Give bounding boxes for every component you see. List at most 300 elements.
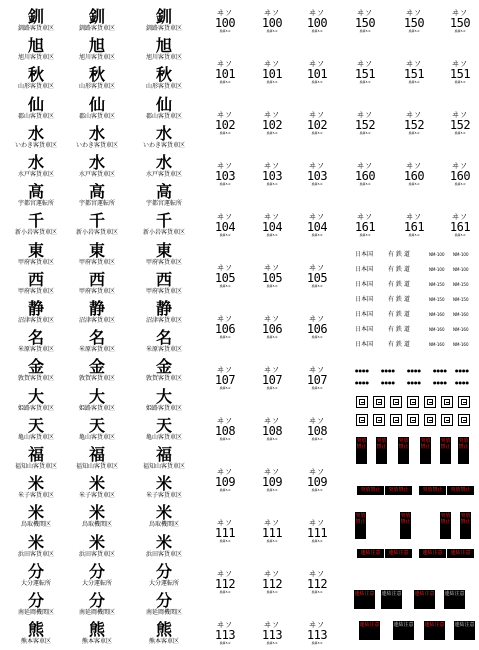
depot-kanji: 千 bbox=[88, 211, 105, 231]
depot-kanji: 東 bbox=[88, 240, 105, 260]
depot-name: 亀山客貨車区 bbox=[78, 433, 115, 441]
depot-name: 沼津客貨車区 bbox=[78, 317, 115, 324]
number-plate bbox=[297, 265, 337, 288]
depot-label bbox=[1, 330, 71, 354]
jnr-text-mid: 有 鉄 道 bbox=[388, 281, 410, 288]
number-value: 101 bbox=[261, 67, 283, 81]
depot-kanji: 仙 bbox=[155, 94, 172, 114]
depot-label bbox=[1, 593, 71, 617]
depot-kanji: 東 bbox=[27, 240, 44, 260]
depot-label bbox=[129, 123, 199, 150]
no-shunting-plate: 突放禁止 bbox=[420, 437, 431, 464]
depot-name: 郡山客貨車区 bbox=[145, 112, 182, 120]
number-prefix: ヰソ bbox=[309, 162, 325, 170]
jnr-text-mid: 有 鉄 道 bbox=[388, 341, 410, 348]
number-plate-right bbox=[345, 112, 385, 135]
number-value: 161 bbox=[403, 220, 425, 234]
number-prefix: ヰソ bbox=[217, 519, 233, 527]
number-prefix: ヰソ bbox=[217, 570, 233, 578]
number-prefix: ヰソ bbox=[406, 9, 422, 17]
box-icon bbox=[407, 396, 419, 408]
depot-kanji: 水 bbox=[88, 123, 105, 143]
number-value: 150 bbox=[354, 16, 376, 30]
stencil-mark: ●●●● bbox=[433, 380, 447, 385]
number-prefix: ヰソ bbox=[264, 9, 280, 17]
depot-kanji: 西 bbox=[27, 269, 44, 289]
depot-label bbox=[62, 561, 132, 588]
number-caption: 換算5.0 bbox=[454, 29, 466, 33]
number-caption: 換算5.0 bbox=[266, 80, 278, 84]
number-caption: 換算5.0 bbox=[454, 233, 466, 237]
box-icon bbox=[441, 414, 453, 426]
number-prefix: ヰソ bbox=[357, 9, 373, 17]
depot-name: 旭川客貨車区 bbox=[17, 54, 54, 62]
depot-label bbox=[129, 38, 199, 62]
depot-name: 浜田客貨車区 bbox=[17, 550, 54, 558]
depot-name: 鳥取機関区 bbox=[20, 521, 51, 529]
depot-name: 山形客貨車区 bbox=[145, 83, 182, 91]
depot-label bbox=[129, 240, 199, 267]
jnr-code-b: NM-160 bbox=[453, 327, 469, 332]
jnr-code-b: NM-150 bbox=[453, 282, 469, 287]
depot-label bbox=[1, 94, 71, 121]
number-caption: 換算5.0 bbox=[311, 29, 323, 33]
depot-name: 水戸客貨車区 bbox=[17, 171, 54, 178]
depot-name: 新小岩客貨車区 bbox=[14, 229, 57, 237]
number-plate-right bbox=[394, 214, 434, 237]
number-caption: 換算5.0 bbox=[311, 488, 323, 492]
depot-label bbox=[62, 476, 132, 500]
depot-kanji: 米 bbox=[155, 503, 172, 523]
depot-kanji: 西 bbox=[155, 269, 172, 289]
number-prefix: ヰソ bbox=[309, 417, 325, 425]
number-prefix: ヰソ bbox=[264, 417, 280, 425]
number-caption: 換算5.0 bbox=[359, 182, 371, 186]
box-icon bbox=[390, 414, 402, 426]
depot-kanji: 金 bbox=[88, 357, 105, 377]
number-value: 100 bbox=[261, 16, 283, 30]
number-caption: 換算5.0 bbox=[266, 590, 278, 594]
depot-kanji: 釧 bbox=[27, 7, 44, 26]
depot-label bbox=[129, 269, 199, 296]
number-plate bbox=[252, 622, 292, 645]
number-value: 150 bbox=[403, 16, 425, 30]
number-caption: 換算5.0 bbox=[311, 386, 323, 390]
box-icon bbox=[458, 396, 470, 408]
number-prefix: ヰソ bbox=[264, 111, 280, 119]
depot-kanji: 天 bbox=[88, 415, 105, 435]
depot-kanji: 米 bbox=[155, 532, 172, 552]
depot-kanji: 名 bbox=[88, 328, 105, 348]
depot-kanji: 米 bbox=[88, 532, 105, 552]
depot-kanji: 東 bbox=[155, 240, 172, 260]
number-value: 103 bbox=[306, 169, 328, 183]
jnr-code-a: NM-100 bbox=[429, 252, 445, 257]
depot-name: 鳥取機関区 bbox=[81, 521, 112, 529]
depot-kanji: 金 bbox=[155, 357, 172, 377]
depot-kanji: 高 bbox=[88, 182, 105, 202]
number-caption: 換算5.0 bbox=[266, 437, 278, 441]
depot-kanji: 分 bbox=[88, 591, 105, 610]
number-value: 160 bbox=[354, 169, 376, 183]
stencil-mark: ●●●● bbox=[433, 368, 447, 373]
number-plate-right bbox=[345, 10, 385, 33]
depot-name: 米原客貨車区 bbox=[145, 346, 182, 354]
box-icon bbox=[441, 396, 453, 408]
depot-kanji: 熊 bbox=[155, 620, 172, 640]
number-plate bbox=[205, 163, 245, 186]
depot-name: 姫路客貨車区 bbox=[17, 404, 54, 412]
number-plate bbox=[297, 112, 337, 135]
no-shunting-plate: 突放禁止 bbox=[460, 512, 471, 539]
no-shunting-plate: 連結注意 bbox=[354, 590, 375, 609]
jnr-code-b: NM-100 bbox=[453, 267, 469, 272]
depot-name: 鳥取機関区 bbox=[148, 521, 179, 529]
depot-kanji: 分 bbox=[27, 591, 44, 610]
number-caption: 換算5.0 bbox=[311, 131, 323, 135]
depot-label bbox=[129, 561, 199, 588]
depot-name: 米原客貨車区 bbox=[17, 346, 54, 354]
depot-label bbox=[1, 155, 71, 179]
jnr-text-mid: 有 鉄 道 bbox=[388, 251, 410, 258]
number-plate-right bbox=[345, 214, 385, 237]
number-value: 109 bbox=[261, 475, 283, 489]
depot-name: 亀山客貨車区 bbox=[145, 433, 182, 441]
depot-kanji: 天 bbox=[155, 415, 172, 435]
depot-name: 甲府客貨車区 bbox=[145, 258, 182, 266]
depot-label bbox=[1, 386, 71, 413]
no-shunting-plate: 連結注意 bbox=[424, 621, 445, 640]
number-plate-right bbox=[394, 61, 434, 84]
number-plate bbox=[297, 367, 337, 390]
depot-name: 沼津客貨車区 bbox=[17, 317, 54, 324]
caution-plate: 連結注意 bbox=[393, 621, 414, 640]
depot-kanji: 分 bbox=[155, 591, 172, 610]
depot-label bbox=[1, 447, 71, 471]
jnr-label-row bbox=[355, 325, 475, 334]
depot-name: 亀山客貨車区 bbox=[17, 433, 54, 441]
number-caption: 換算5.0 bbox=[266, 386, 278, 390]
depot-kanji: 静 bbox=[88, 299, 105, 318]
number-value: 161 bbox=[354, 220, 376, 234]
number-plate bbox=[252, 316, 292, 339]
depot-kanji: 米 bbox=[88, 503, 105, 523]
depot-label bbox=[62, 415, 132, 442]
no-shunting-plate: 突放禁止 bbox=[419, 486, 446, 495]
depot-label bbox=[129, 301, 199, 325]
number-caption: 換算5.0 bbox=[454, 182, 466, 186]
number-value: 107 bbox=[306, 373, 328, 387]
depot-name: 姫路客貨車区 bbox=[78, 404, 115, 412]
number-value: 102 bbox=[214, 118, 236, 132]
number-plate bbox=[297, 418, 337, 441]
no-shunting-plate: 突放禁止 bbox=[400, 512, 411, 539]
depot-label bbox=[62, 38, 132, 62]
number-caption: 換算5.0 bbox=[266, 233, 278, 237]
depot-name: 水戸客貨車区 bbox=[145, 171, 182, 178]
no-shunting-plate: 突放禁止 bbox=[376, 437, 387, 464]
depot-kanji: 分 bbox=[155, 561, 172, 581]
number-plate-right bbox=[394, 163, 434, 186]
number-caption: 換算5.0 bbox=[266, 29, 278, 33]
number-prefix: ヰソ bbox=[357, 213, 373, 221]
depot-name: 敦賀客貨車区 bbox=[145, 375, 182, 383]
depot-kanji: 米 bbox=[27, 474, 44, 494]
no-shunting-plate: 突放禁止 bbox=[355, 512, 366, 539]
number-value: 152 bbox=[403, 118, 425, 132]
number-caption: 換算5.0 bbox=[219, 80, 231, 84]
no-shunting-plate: 突放禁止 bbox=[440, 512, 451, 539]
number-caption: 換算5.0 bbox=[266, 182, 278, 186]
number-prefix: ヰソ bbox=[406, 111, 422, 119]
number-prefix: ヰソ bbox=[264, 213, 280, 221]
number-plate bbox=[297, 163, 337, 186]
stencil-mark: ●●●● bbox=[355, 368, 369, 373]
stencil-mark: ●●●● bbox=[407, 368, 421, 373]
number-value: 112 bbox=[214, 577, 236, 591]
number-plate bbox=[205, 214, 245, 237]
jnr-label-row bbox=[355, 265, 475, 274]
number-plate bbox=[205, 367, 245, 390]
number-prefix: ヰソ bbox=[309, 60, 325, 68]
jnr-text-left: 日本国 bbox=[355, 266, 374, 273]
number-caption: 換算5.0 bbox=[266, 488, 278, 492]
depot-kanji: 仙 bbox=[27, 94, 44, 114]
number-prefix: ヰソ bbox=[217, 9, 233, 17]
number-prefix: ヰソ bbox=[309, 9, 325, 17]
number-value: 113 bbox=[306, 628, 328, 642]
depot-kanji: 高 bbox=[155, 182, 172, 202]
number-plate bbox=[205, 418, 245, 441]
depot-label bbox=[129, 67, 199, 91]
number-prefix: ヰソ bbox=[217, 621, 233, 629]
depot-label bbox=[1, 561, 71, 588]
number-caption: 換算5.0 bbox=[311, 641, 323, 645]
number-value: 160 bbox=[449, 169, 471, 183]
no-shunting-plate: 突放禁止 bbox=[447, 486, 474, 495]
jnr-label-row bbox=[355, 310, 475, 319]
number-plate bbox=[252, 469, 292, 492]
number-prefix: ヰソ bbox=[309, 366, 325, 374]
depot-label bbox=[62, 622, 132, 646]
jnr-text-left: 日本国 bbox=[355, 251, 374, 258]
jnr-label-row bbox=[355, 280, 475, 289]
depot-label bbox=[1, 415, 71, 442]
number-prefix: ヰソ bbox=[264, 621, 280, 629]
number-value: 108 bbox=[261, 424, 283, 438]
number-value: 103 bbox=[261, 169, 283, 183]
number-value: 109 bbox=[306, 475, 328, 489]
number-caption: 換算5.0 bbox=[266, 641, 278, 645]
depot-name: 大分運転所 bbox=[81, 579, 112, 587]
depot-kanji: 福 bbox=[88, 445, 105, 464]
jnr-text-mid: 有 鉄 道 bbox=[388, 266, 410, 273]
depot-name: 米子客貨車区 bbox=[78, 492, 115, 500]
depot-name: 米原客貨車区 bbox=[78, 346, 115, 354]
number-caption: 換算5.0 bbox=[219, 488, 231, 492]
depot-name: 熊本客車区 bbox=[148, 638, 179, 646]
depot-kanji: 熊 bbox=[27, 620, 44, 640]
depot-label bbox=[62, 386, 132, 413]
number-caption: 換算5.0 bbox=[359, 80, 371, 84]
number-prefix: ヰソ bbox=[264, 60, 280, 68]
depot-label bbox=[1, 123, 71, 150]
depot-label bbox=[62, 94, 132, 121]
number-prefix: ヰソ bbox=[309, 519, 325, 527]
jnr-code-a: NM-150 bbox=[429, 282, 445, 287]
depot-kanji: 旭 bbox=[88, 36, 105, 56]
number-value: 106 bbox=[306, 322, 328, 336]
number-plate bbox=[252, 520, 292, 543]
depot-name: 米子客貨車区 bbox=[17, 492, 54, 500]
stencil-row bbox=[355, 368, 475, 374]
depot-name: 南延岡機関区 bbox=[145, 609, 182, 616]
number-caption: 換算5.0 bbox=[359, 233, 371, 237]
depot-label bbox=[129, 622, 199, 646]
number-caption: 換算5.0 bbox=[219, 641, 231, 645]
number-value: 105 bbox=[306, 271, 328, 285]
depot-label bbox=[62, 532, 132, 559]
number-plate bbox=[252, 112, 292, 135]
depot-label bbox=[129, 94, 199, 121]
number-value: 107 bbox=[214, 373, 236, 387]
caution-plate: 連結注意 bbox=[454, 621, 475, 640]
stencil-mark: ●●●● bbox=[455, 380, 469, 385]
depot-label bbox=[1, 505, 71, 529]
number-prefix: ヰソ bbox=[406, 162, 422, 170]
number-plate bbox=[205, 469, 245, 492]
number-plate-right bbox=[440, 10, 479, 33]
number-plate bbox=[205, 10, 245, 33]
number-caption: 換算5.0 bbox=[266, 284, 278, 288]
number-plate bbox=[252, 214, 292, 237]
depot-kanji: 千 bbox=[155, 211, 172, 231]
number-caption: 換算5.0 bbox=[219, 182, 231, 186]
depot-label bbox=[129, 330, 199, 354]
jnr-code-a: NM-150 bbox=[429, 297, 445, 302]
depot-name: 敦賀客貨車区 bbox=[17, 375, 54, 383]
depot-kanji: 米 bbox=[27, 532, 44, 552]
box-icon bbox=[373, 414, 385, 426]
stencil-mark: ●●●● bbox=[455, 368, 469, 373]
no-shunting-plate: 連結注意 bbox=[419, 549, 446, 558]
no-shunting-plate: 連結注意 bbox=[447, 549, 474, 558]
number-prefix: ヰソ bbox=[217, 366, 233, 374]
box-icon bbox=[390, 396, 402, 408]
jnr-code-a: NM-160 bbox=[429, 312, 445, 317]
depot-label bbox=[129, 9, 199, 33]
depot-name: 南延岡機関区 bbox=[17, 609, 54, 616]
depot-label bbox=[1, 532, 71, 559]
depot-kanji: 仙 bbox=[88, 94, 105, 114]
jnr-code-a: NM-100 bbox=[429, 267, 445, 272]
number-caption: 換算5.0 bbox=[359, 131, 371, 135]
depot-label bbox=[129, 593, 199, 617]
depot-label bbox=[62, 505, 132, 529]
depot-kanji: 大 bbox=[88, 386, 105, 406]
depot-kanji: 秋 bbox=[27, 65, 44, 85]
number-prefix: ヰソ bbox=[309, 315, 325, 323]
box-icon bbox=[356, 414, 368, 426]
number-prefix: ヰソ bbox=[264, 264, 280, 272]
depot-kanji: 米 bbox=[88, 474, 105, 494]
box-icon bbox=[424, 396, 436, 408]
number-caption: 換算5.0 bbox=[219, 590, 231, 594]
number-plate bbox=[252, 163, 292, 186]
depot-label bbox=[1, 622, 71, 646]
number-caption: 換算5.0 bbox=[219, 335, 231, 339]
number-caption: 換算5.0 bbox=[266, 335, 278, 339]
depot-label bbox=[62, 269, 132, 296]
depot-label bbox=[1, 9, 71, 33]
number-plate bbox=[205, 520, 245, 543]
number-caption: 換算5.0 bbox=[408, 233, 420, 237]
jnr-code-a: NM-160 bbox=[429, 327, 445, 332]
number-value: 151 bbox=[354, 67, 376, 81]
jnr-code-b: NM-100 bbox=[453, 252, 469, 257]
number-caption: 換算5.0 bbox=[219, 539, 231, 543]
depot-kanji: 福 bbox=[27, 445, 44, 464]
depot-name: 釧路客貨車区 bbox=[145, 25, 182, 32]
number-prefix: ヰソ bbox=[217, 111, 233, 119]
depot-name: 釧路客貨車区 bbox=[78, 25, 115, 32]
number-value: 104 bbox=[214, 220, 236, 234]
number-plate-right bbox=[345, 163, 385, 186]
no-shunting-plate: 突放禁止 bbox=[440, 437, 451, 464]
depot-name: 宇都宮運転所 bbox=[145, 200, 182, 208]
number-prefix: ヰソ bbox=[309, 213, 325, 221]
caution-plate: 連結注意 bbox=[444, 590, 465, 609]
number-plate bbox=[205, 316, 245, 339]
number-plate bbox=[297, 520, 337, 543]
number-value: 113 bbox=[261, 628, 283, 642]
number-plate bbox=[297, 214, 337, 237]
number-caption: 換算5.0 bbox=[359, 29, 371, 33]
depot-label bbox=[129, 359, 199, 383]
depot-label bbox=[62, 240, 132, 267]
number-plate bbox=[252, 571, 292, 594]
depot-name: 熊本客車区 bbox=[81, 638, 112, 646]
depot-kanji: 西 bbox=[88, 269, 105, 289]
number-plate bbox=[297, 469, 337, 492]
number-value: 103 bbox=[214, 169, 236, 183]
number-caption: 換算5.0 bbox=[408, 182, 420, 186]
number-prefix: ヰソ bbox=[357, 60, 373, 68]
number-plate-right bbox=[440, 112, 479, 135]
depot-name: 新小岩客貨車区 bbox=[142, 229, 185, 237]
number-plate bbox=[297, 316, 337, 339]
depot-kanji: 静 bbox=[155, 299, 172, 318]
depot-kanji: 水 bbox=[155, 123, 172, 143]
number-value: 160 bbox=[403, 169, 425, 183]
depot-kanji: 熊 bbox=[88, 620, 105, 640]
depot-kanji: 静 bbox=[27, 299, 44, 318]
number-plate bbox=[297, 10, 337, 33]
depot-label bbox=[62, 330, 132, 354]
depot-kanji: 千 bbox=[27, 211, 44, 231]
depot-label bbox=[129, 155, 199, 179]
number-plate bbox=[205, 571, 245, 594]
number-plate bbox=[252, 10, 292, 33]
depot-name: 旭川客貨車区 bbox=[145, 54, 182, 62]
depot-label bbox=[62, 155, 132, 179]
number-plate-right bbox=[440, 163, 479, 186]
number-caption: 換算5.0 bbox=[219, 233, 231, 237]
depot-label bbox=[62, 593, 132, 617]
depot-kanji: 大 bbox=[27, 386, 44, 406]
number-value: 106 bbox=[214, 322, 236, 336]
number-caption: 換算5.0 bbox=[408, 29, 420, 33]
